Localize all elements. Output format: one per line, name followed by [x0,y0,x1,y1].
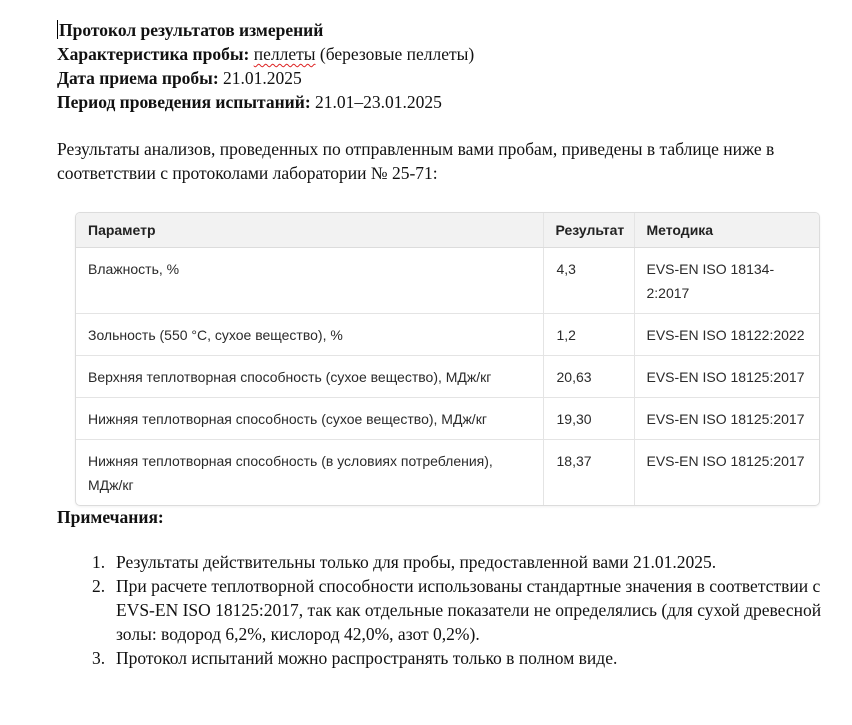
list-item [57,550,827,574]
date-label: Дата приема пробы: [57,68,219,88]
parameter-cell: Влажность, % [76,248,543,314]
list-item-number [57,550,116,574]
table-row [76,314,819,356]
sample-value-rest: (березовые пеллеты) [315,44,475,64]
parameter-cell: Зольность (550 °С, сухое вещество), % [76,314,543,356]
sample-label: Характеристика пробы: [57,44,250,64]
date-line [57,66,827,90]
table-row [76,248,819,314]
parameter-cell: Нижняя теплотворная способность (сухое вещество), МДж/кг [76,398,543,440]
method-cell: EVS-EN ISO 18125:2017 [634,356,819,398]
column-header-parameter: Параметр [76,213,543,248]
list-item [57,574,827,646]
note-number: 2. [92,576,106,596]
parameter-cell: Верхняя теплотворная способность (сухое вещество), МДж/кг [76,356,543,398]
results-table [75,212,820,506]
column-header-method: Методика [634,213,819,248]
table-row [76,398,819,440]
list-item [57,646,827,670]
result-cell: 20,63 [543,356,634,398]
result-cell: 19,30 [543,398,634,440]
period-value: 21.01–23.01.2025 [310,92,442,112]
date-value: 21.01.2025 [218,68,302,88]
list-item-number [57,574,116,646]
result-cell: 18,37 [543,440,634,506]
note-number: 3. [92,648,106,668]
table-header-row [76,213,819,248]
period-label: Период проведения испытаний: [57,92,311,112]
method-cell: EVS-EN ISO 18125:2017 [634,440,819,506]
table-row [76,356,819,398]
method-cell: EVS-EN ISO 18125:2017 [634,398,819,440]
column-header-result: Результат [543,213,634,248]
sample-value-word: пеллеты [253,44,316,64]
note-text: Протокол испытаний можно распространять только в полном виде. [116,648,618,668]
intro-paragraph: Результаты анализов, проведенных по отправленным вами пробам, приведены в таблице ниже в соответствии с протоколами лаборатории № 25-71: [57,139,775,183]
table-row [76,440,819,506]
method-cell: EVS-EN ISO 18134-2:2017 [634,248,819,314]
document-header [57,18,827,185]
note-text: Результаты действительны только для пробы, предоставленной вами 21.01.2025. [116,552,717,572]
note-number: 1. [92,552,106,572]
sample-line [57,42,827,66]
text-cursor [57,20,58,39]
method-cell: EVS-EN ISO 18122:2022 [634,314,819,356]
protocol-title: Протокол результатов измерений [59,20,324,40]
list-item-number [57,646,116,670]
note-text: При расчете теплотворной способности использованы стандартные значения в соответствии с EVS-EN ISO 18125:2017, так как отдельные показатели не определялись (для сухой древесной золы: водород 6,2%, кислород 42,0%, азот 0,2%). [116,576,822,644]
notes-title: Примечания: [57,507,164,527]
result-cell: 1,2 [543,314,634,356]
period-line [57,90,827,114]
parameter-cell: Нижняя теплотворная способность (в условиях потребления), МДж/кг [88,453,493,493]
notes-list [57,550,827,670]
protocol-title-line [57,18,827,42]
result-cell: 4,3 [543,248,634,314]
